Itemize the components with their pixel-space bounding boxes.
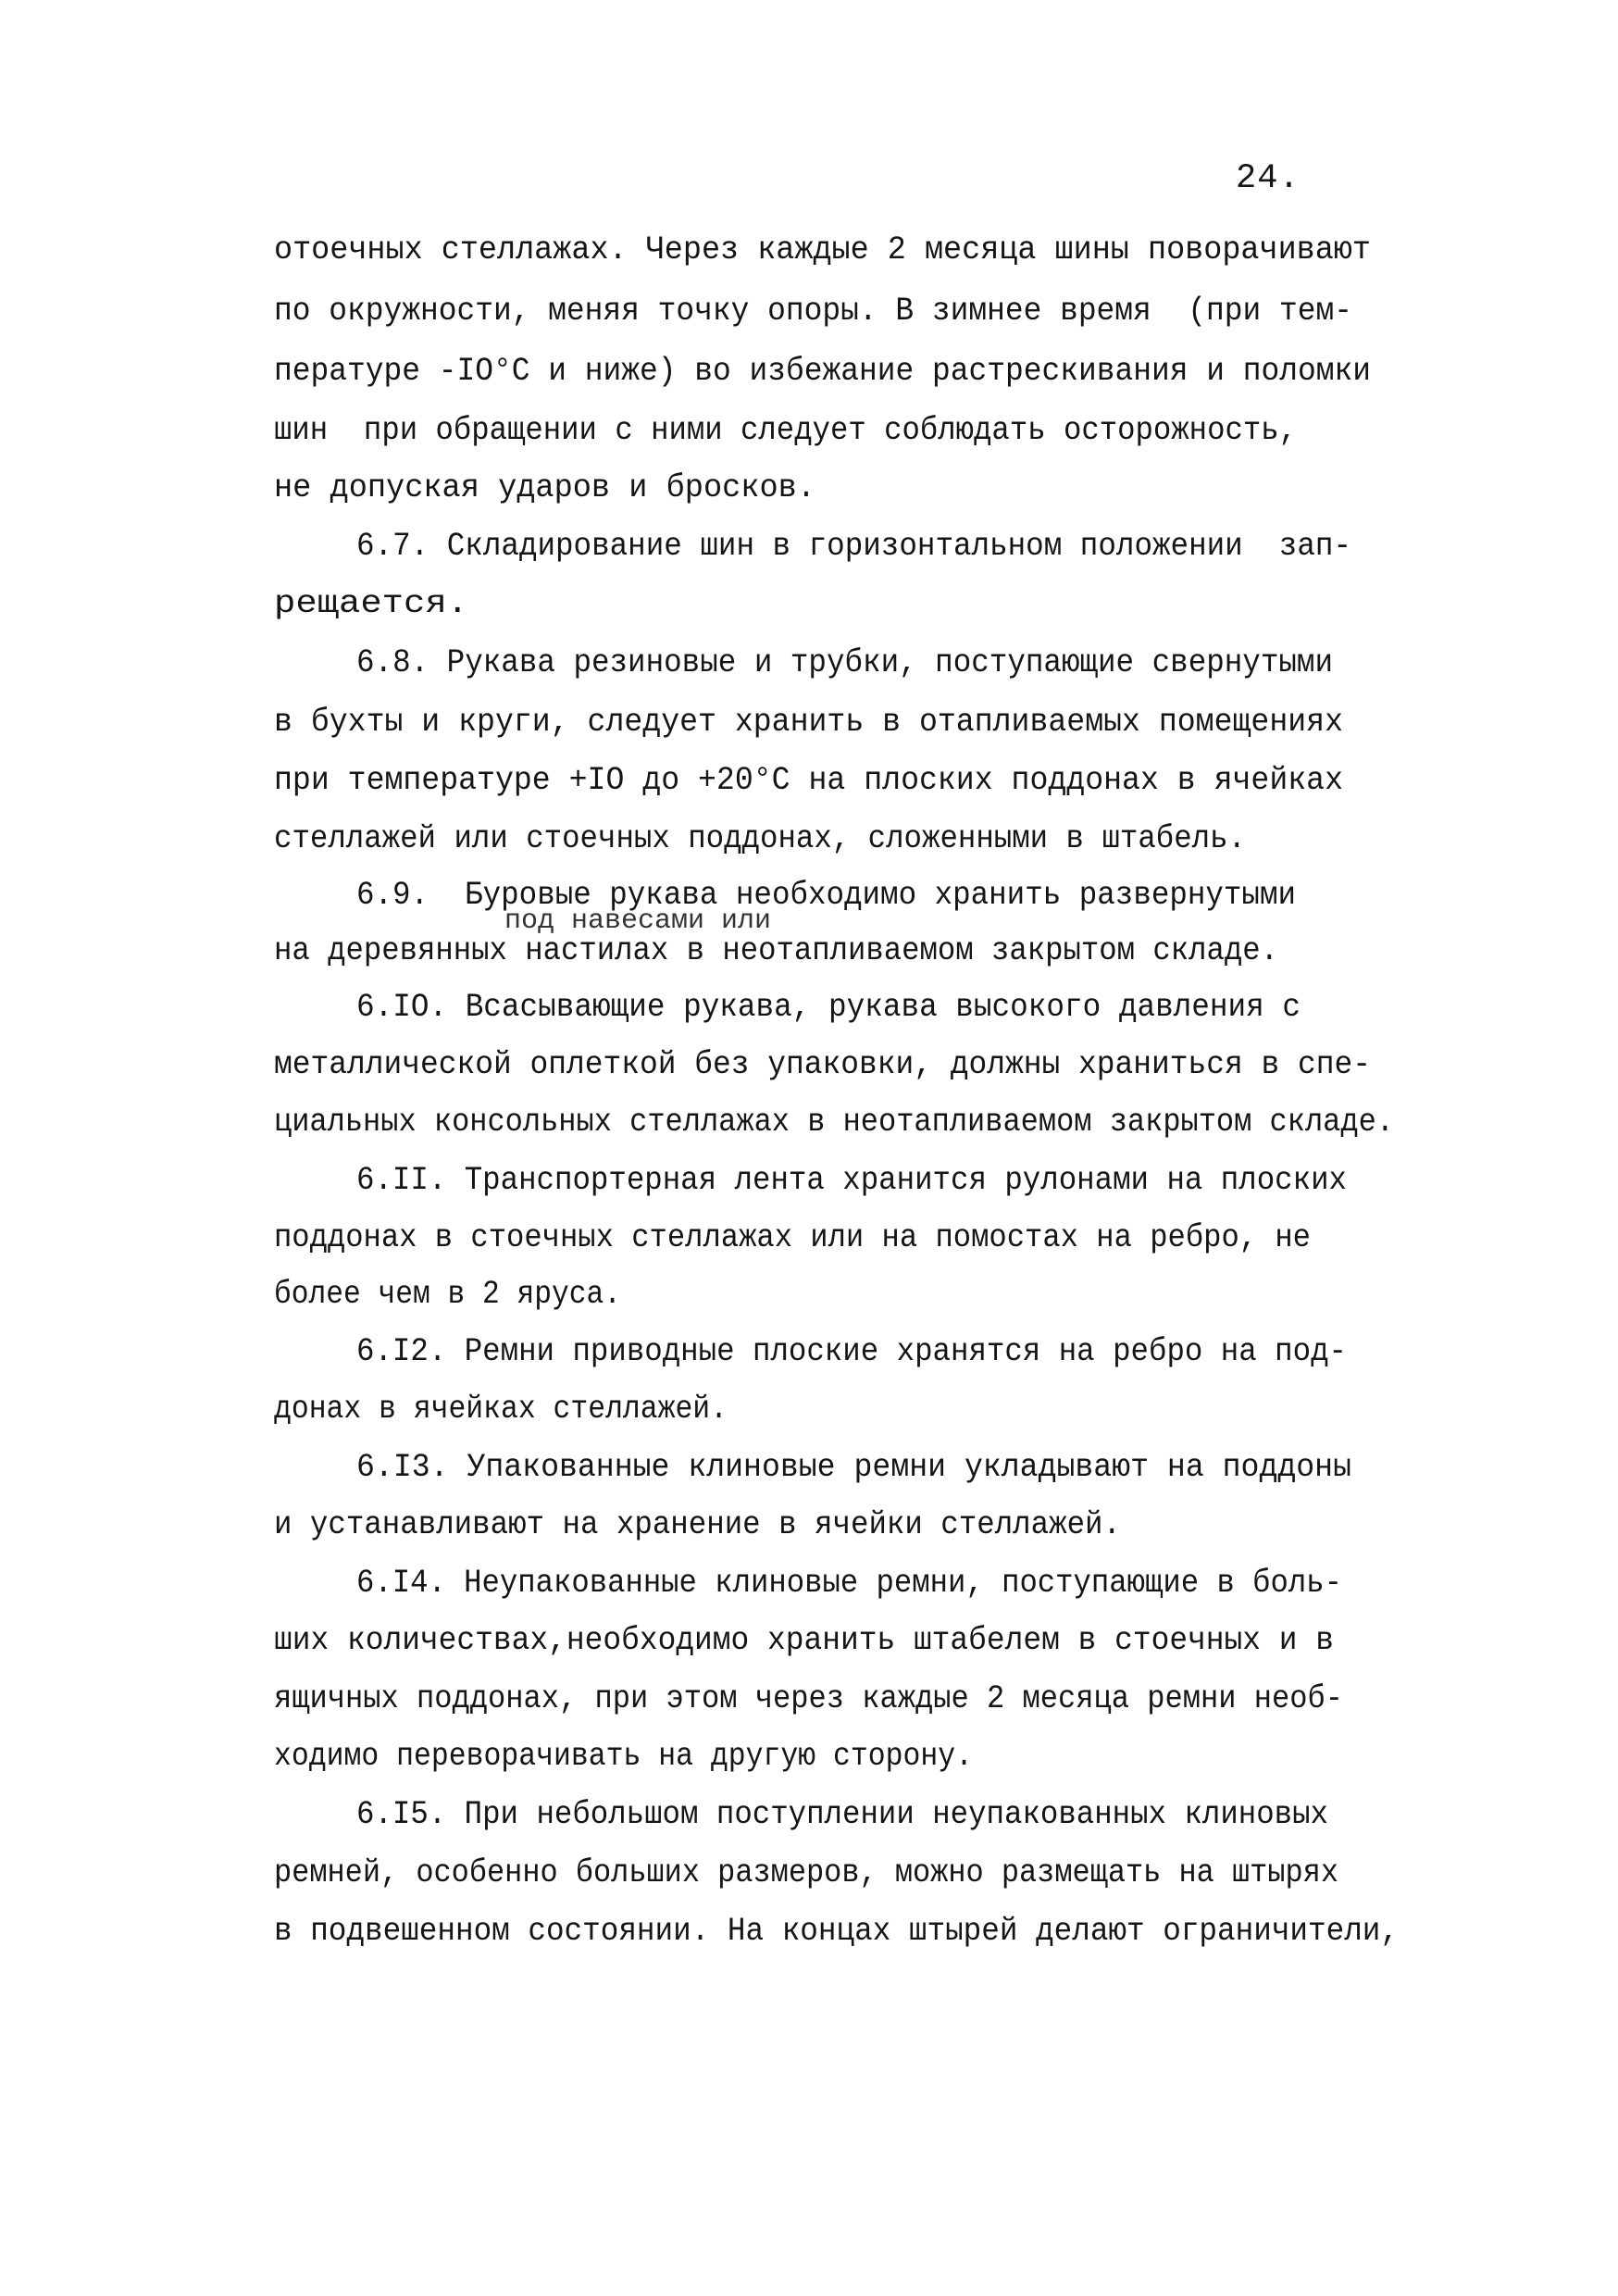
text-line: 6.7. Складирование шин в горизонтальном положении зап- xyxy=(356,528,1351,565)
text-line: отоечных стеллажах. Через каждые 2 месяца шины поворачивают xyxy=(274,231,1371,268)
text-line: в подвешенном состоянии. На концах штырей делают ограничители, xyxy=(274,1913,1399,1950)
page-number: 24. xyxy=(1236,159,1301,198)
text-line: 6.I2. Ремни приводные плоские хранятся на ребро на под- xyxy=(356,1333,1347,1370)
text-line: ящичных поддонах, при этом через каждые 2 месяца ремни необ- xyxy=(274,1680,1343,1717)
text-line: 6.8. Рукава резиновые и трубки, поступающие свернутыми xyxy=(356,644,1333,681)
text-line: донах в ячейках стеллажей. xyxy=(274,1391,728,1428)
text-line: металлической оплеткой без упаковки, должны храниться в спе- xyxy=(274,1046,1371,1083)
text-line: поддонах в стоечных стеллажах или на помостах на ребро, не xyxy=(274,1219,1311,1256)
text-line: на деревянных настилах в неотапливаемом закрытом складе. xyxy=(274,932,1278,969)
text-line: 6.I4. Неупакованные клиновые ремни, поступающие в боль- xyxy=(356,1565,1342,1602)
text-line: ремней, особенно больших размеров, можно размещать на штырях xyxy=(274,1854,1338,1891)
text-line: пературе -IO°C и ниже) во избежание растрескивания и поломки xyxy=(274,353,1371,390)
text-line: стеллажей или стоечных поддонах, сложенными в штабель. xyxy=(274,820,1246,857)
text-line: 6.9. Буровые рукава необходимо хранить развернутыми xyxy=(356,877,1296,914)
text-line: при температуре +IO до +20°C на плоских поддонах в ячейках xyxy=(274,762,1343,799)
text-line: по окружности, меняя точку опоры. В зимнее время (при тем- xyxy=(274,293,1352,330)
text-line: 6.I3. Упакованные клиновые ремни укладывают на поддоны xyxy=(356,1449,1351,1486)
text-line: ших количествах,необходимо хранить штабелем в стоечных и в xyxy=(274,1622,1334,1659)
text-line: ходимо переворачивать на другую сторону. xyxy=(274,1738,973,1775)
text-line: рещается. xyxy=(274,585,468,622)
handwritten-insertion: под навесами или xyxy=(504,905,772,937)
text-line: циальных консольных стеллажах в неотапливаемом закрытом складе. xyxy=(274,1104,1394,1141)
text-line: 6.II. Транспортерная лента хранится рулонами на плоских xyxy=(356,1162,1347,1199)
text-line: в бухты и круги, следует хранить в отапливаемых помещениях xyxy=(274,704,1343,741)
text-line: и устанавливают на хранение в ячейки стеллажей. xyxy=(274,1506,1121,1543)
text-line: не допуская ударов и бросков. xyxy=(274,469,815,506)
text-line: 6.IO. Всасывающие рукава, рукава высокого давления с xyxy=(356,989,1301,1026)
text-line: более чем в 2 яруса. xyxy=(274,1276,621,1313)
text-line: 6.I5. При небольшом поступлении неупакованных клиновых xyxy=(356,1796,1328,1833)
text-line: шин при обращении с ними следует соблюдать осторожность, xyxy=(274,412,1297,449)
